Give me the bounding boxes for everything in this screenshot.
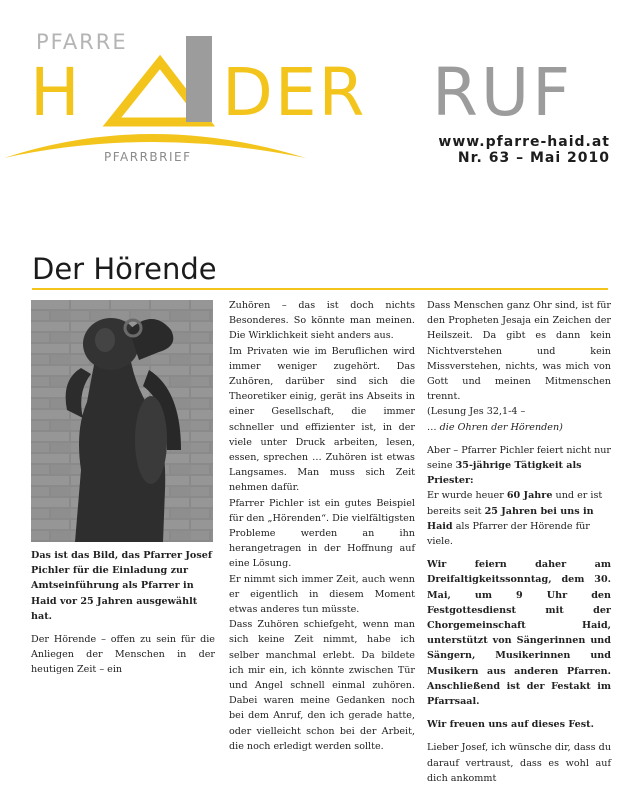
- masthead-title-der: DER: [222, 54, 367, 131]
- col3-p3-tenure: 25 Jahren bei uns in Haid: [427, 505, 594, 532]
- col2-paragraph-4: Er nimmt sich immer Zeit, auch wenn er eigentlich in diesem Moment etwas anderes tun müsste.: [229, 573, 415, 616]
- col3-p2-intro: Aber – Pfarrer Pichler feiert nicht nur seine: [427, 444, 612, 472]
- col3-p3-age: 60 Jahre: [506, 490, 553, 502]
- article-column-3: [427, 298, 611, 786]
- col3-paragraph-6: Lieber Josef, ich wünsche dir, dass du darauf vertraust, dass es wohl auf dich ankommt: [427, 742, 611, 784]
- col2-paragraph-5: Dass Zuhören schiefgeht, wenn man sich keine Zeit nimmt, habe ich selber manchmal erlebt. Da bildete ich mir ein, ich könnte zwischen Tür und Angel schnell einmal zuhören. Dabei waren meine Gedanken noch bei dem Anruf, den ich gerade hatte, oder vielleicht schon bei der Arbeit, die noch erledigt werden sollte.: [229, 619, 415, 752]
- col3-paragraph-3: [427, 488, 611, 549]
- logo-bar: [186, 36, 212, 122]
- article-column-1: [31, 548, 215, 678]
- photo-caption: Das ist das Bild, das Pfarrer Josef Pichler für die Einladung zur Amtseinführung als Pfarrer in Haid vor 25 Jahren ausgewählt hat.: [31, 550, 212, 622]
- article-headline: Der Hörende: [32, 252, 217, 286]
- masthead-pfarre: PFARRE: [36, 30, 128, 54]
- headline-divider: [32, 288, 608, 290]
- col3-paragraph-5: Wir freuen uns auf dieses Fest.: [427, 719, 594, 731]
- col1-paragraph: Der Hörende – offen zu sein für die Anliegen der Menschen in der heutigen Zeit – ein: [31, 634, 215, 676]
- col3-paragraph-2: [427, 443, 611, 489]
- sculpture-photo: [31, 300, 213, 542]
- article-column-2: [229, 298, 415, 754]
- col2-paragraph-3: Pfarrer Pichler ist ein gutes Beispiel für den „Hörenden“. Die vielfältigsten Probleme werden an ihn herangetragen in der Hoffnung auf eine Lösung.: [229, 497, 415, 570]
- col3-p3-part-c: und er ist bereits seit: [427, 490, 603, 517]
- website-link[interactable]: www.pfarre-haid.at: [438, 134, 610, 150]
- sculpture-illustration: [31, 300, 213, 542]
- scripture-reference: (Lesung Jes 32,1-4 –: [427, 406, 526, 418]
- col3-p2-years: 35-jährige Tätigkeit als Priester:: [427, 460, 582, 487]
- col3-paragraph-4: Wir feiern daher am Dreifaltigkeitssonntag, dem 30. Mai, um 9 Uhr den Festgottesdienst mit der Chorgemeinschaft Haid, unterstützt von Sängerinnen und Sängern, Musikerinnen und Musikern aus anderen Pfarren. Anschließend ist der Festakt im Pfarrsaal.: [427, 559, 611, 708]
- col3-p3-part-a: Er wurde heuer: [427, 490, 504, 502]
- masthead-title-ruf: RUF: [432, 54, 574, 131]
- issue-number: Nr. 63 – Mai 2010: [457, 150, 610, 166]
- masthead-subtitle: PFARRBRIEF: [104, 150, 192, 164]
- col2-paragraph-1: Zuhören – das ist doch nichts Besonderes. So könnte man meinen. Die Wirklichkeit sieht anders aus.: [229, 300, 415, 342]
- masthead-title-h: H: [30, 54, 82, 131]
- col3-p3-part-e: als Pfarrer der Hörende für viele.: [427, 520, 590, 548]
- scripture-reference-italic: … die Ohren der Hörenden): [427, 421, 563, 433]
- col3-paragraph-1: Dass Menschen ganz Ohr sind, ist für den Propheten Jesaja ein Zeichen der Heilszeit. Da gibt es dann kein Nichtverstehen und kein Missverstehen, nichts, was mich von Gott und meinen Mitmenschen trennt.: [427, 300, 611, 403]
- col2-paragraph-2: Im Privaten wie im Beruflichen wird immer weniger zugehört. Das Zuhören, darüber sind sich die Theoretiker einig, gerät ins Abseits in einer Gesellschaft, die immer schneller und effizienter ist, in der viele unter Druck arbeiten, lesen, essen, sprechen … Zuhören ist etwas Langsames. Man muss sich Zeit nehmen dafür.: [229, 345, 415, 494]
